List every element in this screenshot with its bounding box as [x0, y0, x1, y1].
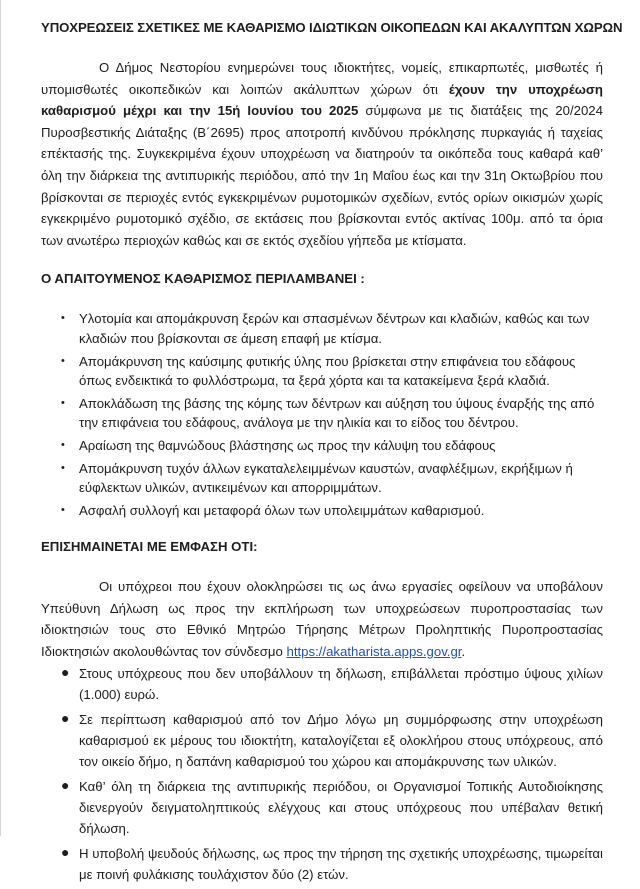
- intro-text-2: σύμφωνα με τις διατάξεις της 20/2024 Πυροσβεστικής Διάταξης (Β΄2695) προς αποτροπή κινδύνου πρόκλησης πυρκαγιάς ή ταχείας επέκτασής της. Συγκεκριμένα έχουν υποχρέωση να διατηρούν τα οικόπεδα τους καθαρά καθ’ όλη την διάρκεια της αντιπυρικής περιόδου, από την 1η Μαΐου έως και την 31η Οκτωβρίου που βρίσκονται σε περιοχές εντός εγκεκριμένων ρυμοτομικών σχεδίων, εντός ορίων οικισμών χωρίς εγκεκριμένο ρυμοτομικό σχέδιο, σε εκτάσεις που βρίσκονται εντός ακτίνας 100μ. από τα όρια των ανωτέρω περιοχών καθώς και σε εκτός σχεδίου γήπεδα με κτίσματα.: [41, 103, 603, 248]
- document-title: ΥΠΟΧΡΕΩΣΕΙΣ ΣΧΕΤΙΚΕΣ ΜΕ ΚΑΘΑΡΙΣΜΟ ΙΔΙΩΤΙΚΩΝ ΟΙΚΟΠΕΔΩΝ ΚΑΙ ΑΚΑΛΥΠΤΩΝ ΧΩΡΩΝ: [41, 20, 623, 35]
- required-cleaning-list: [41, 309, 603, 520]
- list-item: ● Σε περίπτωση καθαρισμού από τον Δήμο λόγω μη συμμόρφωσης στην υποχρέωση καθαρισμού εκ μέρους του ιδιοκτήτη, καταλογίζεται εξ ολοκλήρου στους υπόχρεους, από τον οικείο δήμο, η δαπάνη καθαρισμού του χώρου και απομάκρυνσης των υλικών.: [61, 709, 603, 769]
- list-item: ● Καθ’ όλη τη διάρκεια της αντιπυρικής περιόδου, οι Οργανισμοί Τοπικής Αυτοδιοίκησης διενεργούν δειγματοληπτικούς ελέγχους και στους υπόχρεους που υπέβαλαν θετική δήλωση.: [61, 776, 603, 836]
- section-heading-emphasis: ΕΠΙΣΗΜΑΙΝΕΤΑΙ ΜΕ ΕΜΦΑΣΗ ΟΤΙ:: [41, 539, 258, 555]
- bullet-icon: ●: [61, 709, 70, 726]
- list-item: • Ασφαλή συλλογή και μεταφορά όλων των υπολειμμάτων καθαρισμού.: [41, 501, 603, 521]
- bullet-icon: •: [61, 312, 65, 325]
- intro-deadline-emphasis: έχουν την υποχρέωση καθαρισμού μέχρι και την 15ή Ιουνίου του 2025: [41, 81, 603, 119]
- intro-text-1: Ο Δήμος Νεστορίου ενημερώνει τους ιδιοκτήτες, νομείς, επικαρπωτές, μισθωτές ή υπομισθωτές οικοπεδικών και λοιπών ακάλυπτων χώρων ότι: [41, 60, 603, 97]
- document-content: [41, 12, 623, 889]
- list-item: • Απομάκρυνση τυχόν άλλων εγκαταλελειμμένων καυστών, αναφλέξιμων, εκρήξιμων ή εύφλεκτων υλικών, αντικειμένων και απορριμμάτων.: [61, 460, 573, 496]
- bullet-icon: •: [61, 438, 65, 451]
- declaration-paragraph: Οι υπόχρεοι που έχουν ολοκληρώσει τις ως άνω εργασίες οφείλουν να υποβάλουν Υπεύθυνη Δήλωση ως προς την εκπλήρωση των υποχρεώσεων πυροπροστασίας των ιδιοκτησιών τους στο Εθνικό Μητρώο Τήρησης Μέτρων Προληπτικής Πυροπροστασίας Ιδιοκτησιών ακολουθώντας τον σύνδεσμο https://akatharista.apps.gov.gr.: [41, 579, 603, 660]
- bullet-icon: ●: [61, 843, 70, 860]
- list-item: • Αποκλάδωση της βάσης της κόμης των δέντρων και αύξηση του ύψους έναρξής της από την επιφάνεια του εδάφους, ανάλογα με την ηλικία και το είδος του δέντρου.: [61, 395, 595, 431]
- bullet-icon: ●: [61, 663, 70, 680]
- bullet-icon: ●: [61, 776, 70, 793]
- section-heading-required-cleaning: Ο ΑΠΑΙΤΟΥΜΕΝΟΣ ΚΑΘΑΡΙΣΜΟΣ ΠΕΡΙΛΑΜΒΑΝΕΙ :: [41, 271, 365, 287]
- akatharista-link[interactable]: https://akatharista.apps.gov.gr: [286, 644, 462, 660]
- bullet-icon: •: [61, 503, 65, 516]
- list-item: • Αραίωση της θαμνώδους βλάστησης ως προς την κάλυψη του εδάφους: [41, 436, 603, 456]
- list-item: ● Η υποβολή ψευδούς δήλωσης, ως προς την τήρηση της σχετικής υποχρέωσης, τιμωρείται με ποινή φυλάκισης τουλάχιστον δύο (2) ετών.: [61, 843, 603, 882]
- list-item: • Απομάκρυνση της καύσιμης φυτικής ύλης που βρίσκεται στην επιφάνεια του εδάφους όπως ενδεικτικά το φυλλόστρωμα, τα ξερά χόρτα και τα κατακείμενα ξερά κλαδιά.: [61, 353, 576, 389]
- intro-paragraph: [41, 57, 603, 251]
- list-item: ● Στους υπόχρεους που δεν υποβάλλουν τη δήλωση, επιβάλλεται πρόστιμο ύψους χιλίων (1.000) ευρώ.: [61, 663, 603, 702]
- bullet-icon: •: [61, 396, 65, 409]
- list-item: • Υλοτομία και απομάκρυνση ξερών και σπασμένων δέντρων και κλαδιών, καθώς και των κλαδιών που βρίσκονται σε άμεση επαφή με κτίσμα.: [61, 311, 590, 346]
- bullet-icon: •: [61, 461, 65, 474]
- emphasis-list: [41, 663, 603, 885]
- bullet-icon: •: [61, 354, 65, 367]
